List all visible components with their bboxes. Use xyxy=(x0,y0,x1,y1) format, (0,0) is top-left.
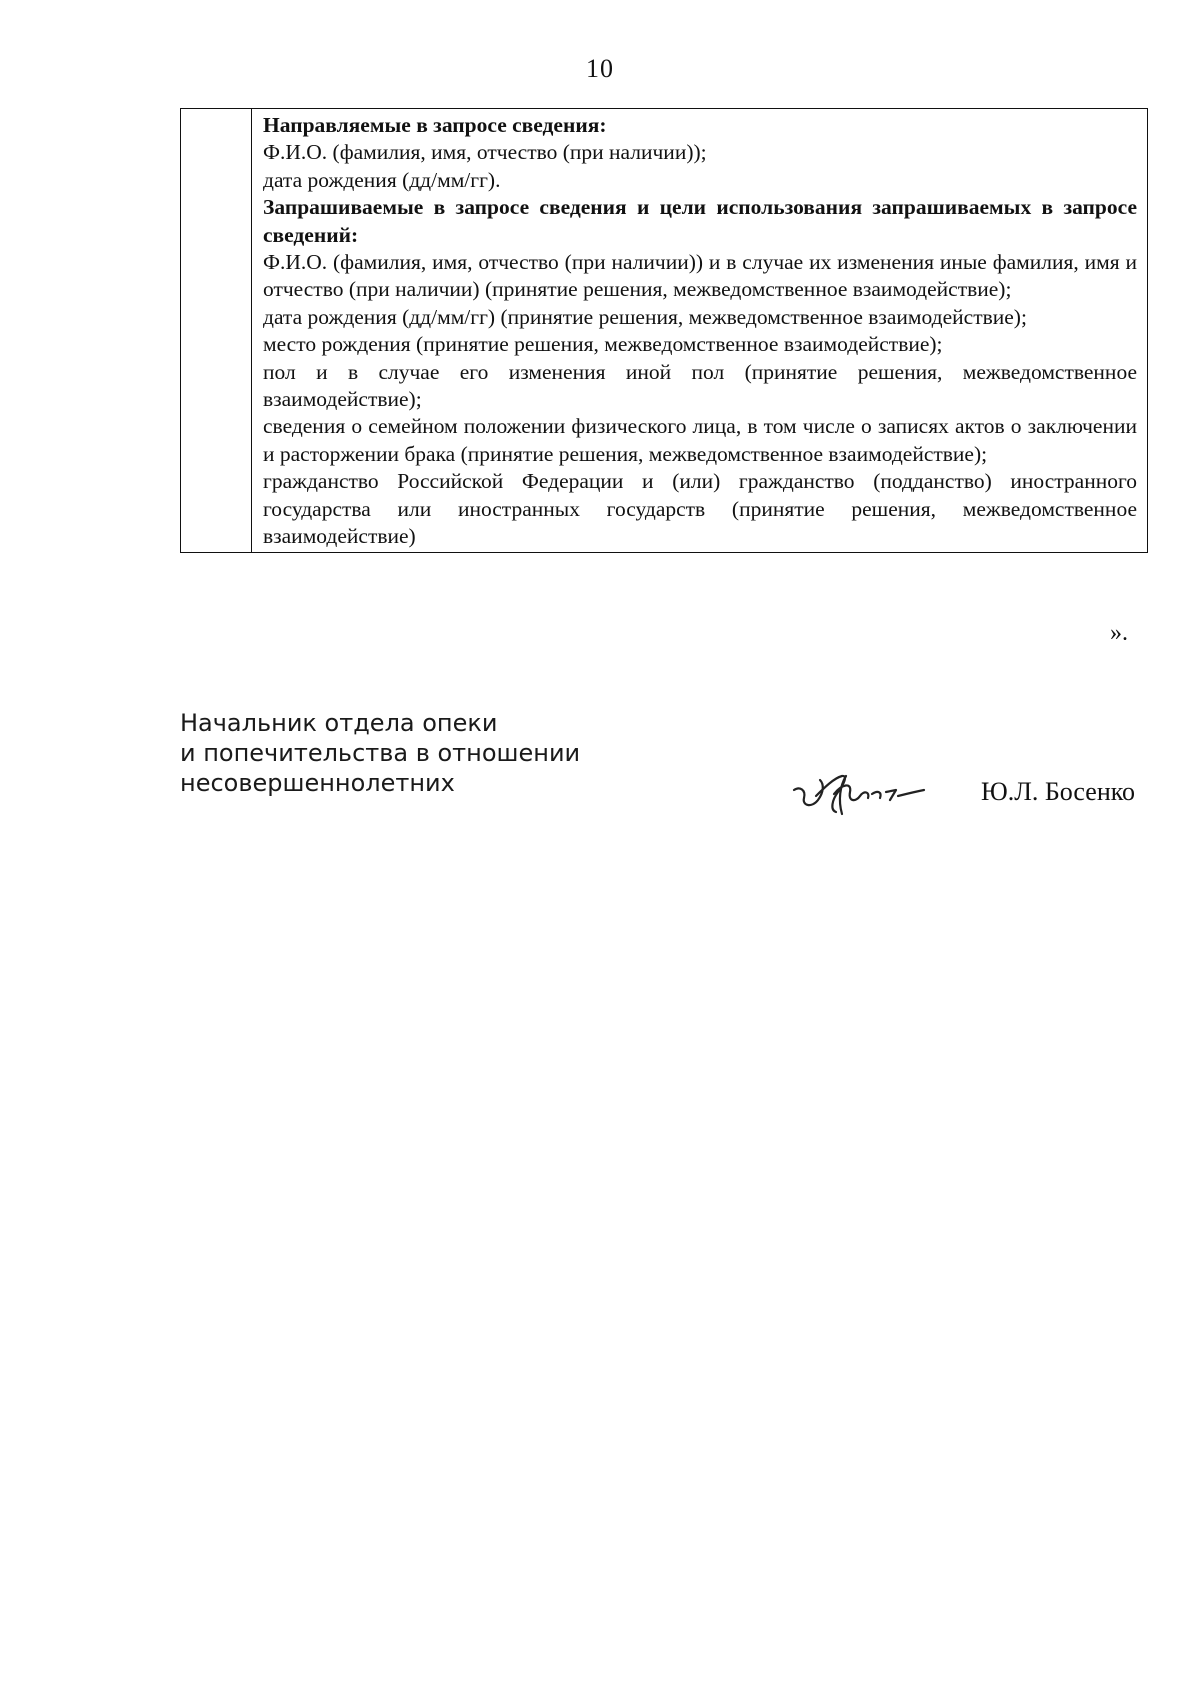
signer-position-line: несовершеннолетних xyxy=(180,769,455,797)
signer-position-line: и попечительства в отношении xyxy=(180,739,581,767)
handwritten-signature xyxy=(790,770,930,820)
signer-position xyxy=(180,708,580,798)
table-row xyxy=(181,109,1148,553)
paragraph-requested-data-heading: Запрашиваемые в запросе сведения и цели использования запрашиваемых в запросе сведений: xyxy=(263,195,1137,247)
table-cell-content xyxy=(252,109,1147,552)
paragraph-sent-data-heading: Направляемые в запросе сведения: xyxy=(263,113,607,137)
closing-quote: ». xyxy=(1110,620,1128,646)
paragraph-fio: Ф.И.О. (фамилия, имя, отчество (при наличии)); xyxy=(263,140,707,165)
content-column-cell xyxy=(252,109,1148,553)
paragraph-marital-status: сведения о семейном положении физического лица, в том числе о записях актов о заключении и расторжении брака (принятие решения, межведомственное взаимодействие); xyxy=(263,414,1137,466)
paragraph-birth-place: место рождения (принятие решения, межведомственное взаимодействие); xyxy=(263,332,943,357)
paragraph-fio-changes: Ф.И.О. (фамилия, имя, отчество (при наличии)) и в случае их изменения иные фамилия, имя и отчество (при наличии) (принятие решения, межведомственное взаимодействие); xyxy=(263,250,1137,302)
signer-position-line: Начальник отдела опеки xyxy=(180,709,498,737)
paragraph-citizenship: гражданство Российской Федерации и (или) гражданство (подданство) иностранного государства или иностранных государств (принятие решения, межведомственное взаимодействие) xyxy=(263,469,1137,549)
paragraph-gender: пол и в случае его изменения иной пол (принятие решения, межведомственное взаимодействие); xyxy=(263,359,1137,412)
paragraph-birth-date-purpose: дата рождения (дд/мм/гг) (принятие решения, межведомственное взаимодействие); xyxy=(263,304,1027,329)
paragraph-birth-date: дата рождения (дд/мм/гг). xyxy=(263,167,501,192)
empty-column-cell xyxy=(181,109,252,553)
signer-name: Ю.Л. Босенко xyxy=(981,777,1136,806)
page-number: 10 xyxy=(586,54,614,83)
requirements-table xyxy=(180,108,1148,553)
